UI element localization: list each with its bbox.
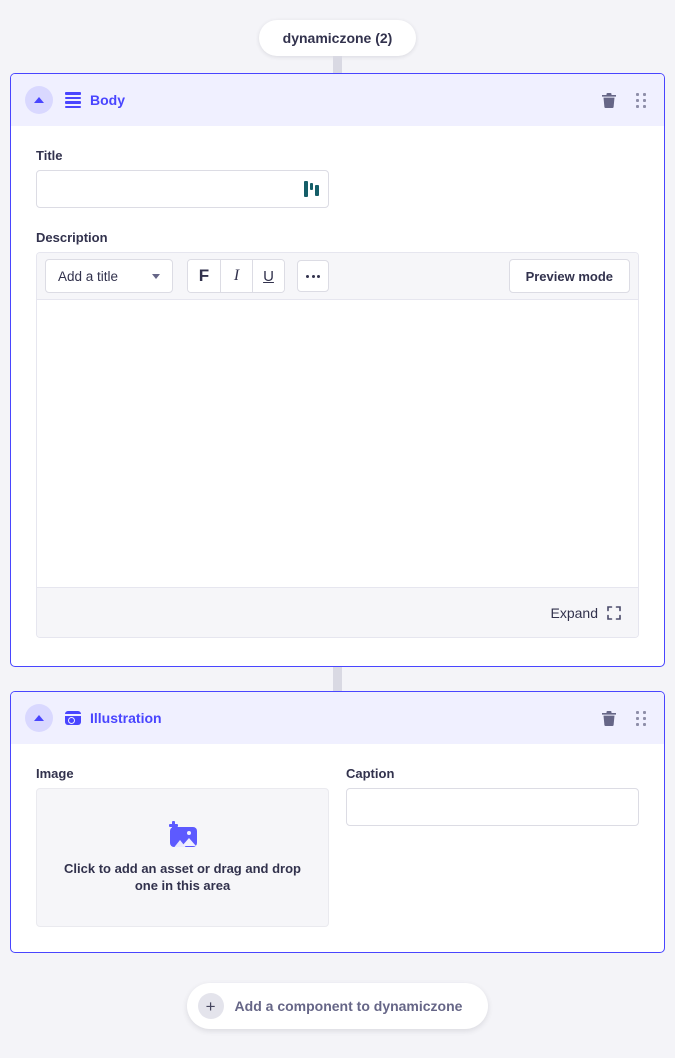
chevron-up-icon	[34, 715, 44, 721]
caption-input[interactable]	[346, 788, 639, 826]
underline-button[interactable]: U	[252, 260, 284, 292]
add-component-label: Add a component to dynamiczone	[234, 998, 463, 1014]
component-body	[11, 126, 664, 666]
preview-mode-button[interactable]: Preview mode	[509, 259, 630, 293]
heading-select[interactable]	[45, 259, 173, 293]
title-input[interactable]	[36, 170, 329, 208]
component-card-illustration	[10, 691, 665, 953]
text-component-icon	[65, 92, 81, 108]
image-field	[36, 766, 329, 927]
drag-handle-icon[interactable]	[636, 93, 646, 108]
picture-component-icon	[65, 711, 81, 725]
component-title: Body	[90, 92, 125, 108]
component-card-body	[10, 73, 665, 667]
image-field-label: Image	[36, 766, 74, 781]
add-component-button[interactable]	[187, 983, 489, 1029]
title-field	[36, 148, 329, 208]
trash-icon	[602, 93, 616, 108]
connector-line	[333, 667, 342, 691]
trash-icon	[602, 711, 616, 726]
caption-field	[346, 766, 639, 927]
more-icon	[306, 275, 309, 278]
rich-text-editor	[36, 252, 639, 638]
component-header-illustration[interactable]	[11, 692, 664, 744]
editor-footer	[37, 587, 638, 637]
dropzone-text: Click to add an asset or drag and drop one in this area	[64, 861, 301, 893]
expand-icon[interactable]	[607, 606, 621, 620]
component-body	[11, 744, 664, 952]
chevron-down-icon	[152, 274, 160, 279]
more-options-button[interactable]	[297, 260, 329, 292]
component-header-body[interactable]	[11, 74, 664, 126]
delete-component-button[interactable]	[602, 93, 616, 108]
editor-toolbar	[37, 253, 638, 300]
description-field-label: Description	[36, 230, 108, 245]
bold-button[interactable]: F	[188, 260, 220, 292]
title-field-label: Title	[36, 148, 63, 163]
plus-icon: +	[198, 993, 224, 1019]
description-field	[36, 230, 639, 638]
drag-handle-icon[interactable]	[636, 711, 646, 726]
collapse-button[interactable]	[25, 86, 53, 114]
italic-button[interactable]: I	[220, 260, 252, 292]
caption-field-label: Caption	[346, 766, 395, 781]
component-title: Illustration	[90, 710, 162, 726]
connector-line	[333, 56, 342, 73]
collapse-button[interactable]	[25, 704, 53, 732]
delete-component-button[interactable]	[602, 711, 616, 726]
extension-bars-icon	[304, 181, 319, 197]
dynamiczone-badge-label: dynamiczone (2)	[282, 30, 393, 46]
format-button-group	[187, 259, 285, 293]
expand-label[interactable]: Expand	[550, 604, 598, 621]
heading-select-value: Add a title	[58, 268, 119, 284]
chevron-up-icon	[34, 97, 44, 103]
editor-textarea[interactable]	[37, 300, 638, 587]
dynamiczone-badge	[259, 20, 417, 56]
add-image-icon	[167, 821, 199, 849]
asset-dropzone[interactable]	[36, 788, 329, 927]
